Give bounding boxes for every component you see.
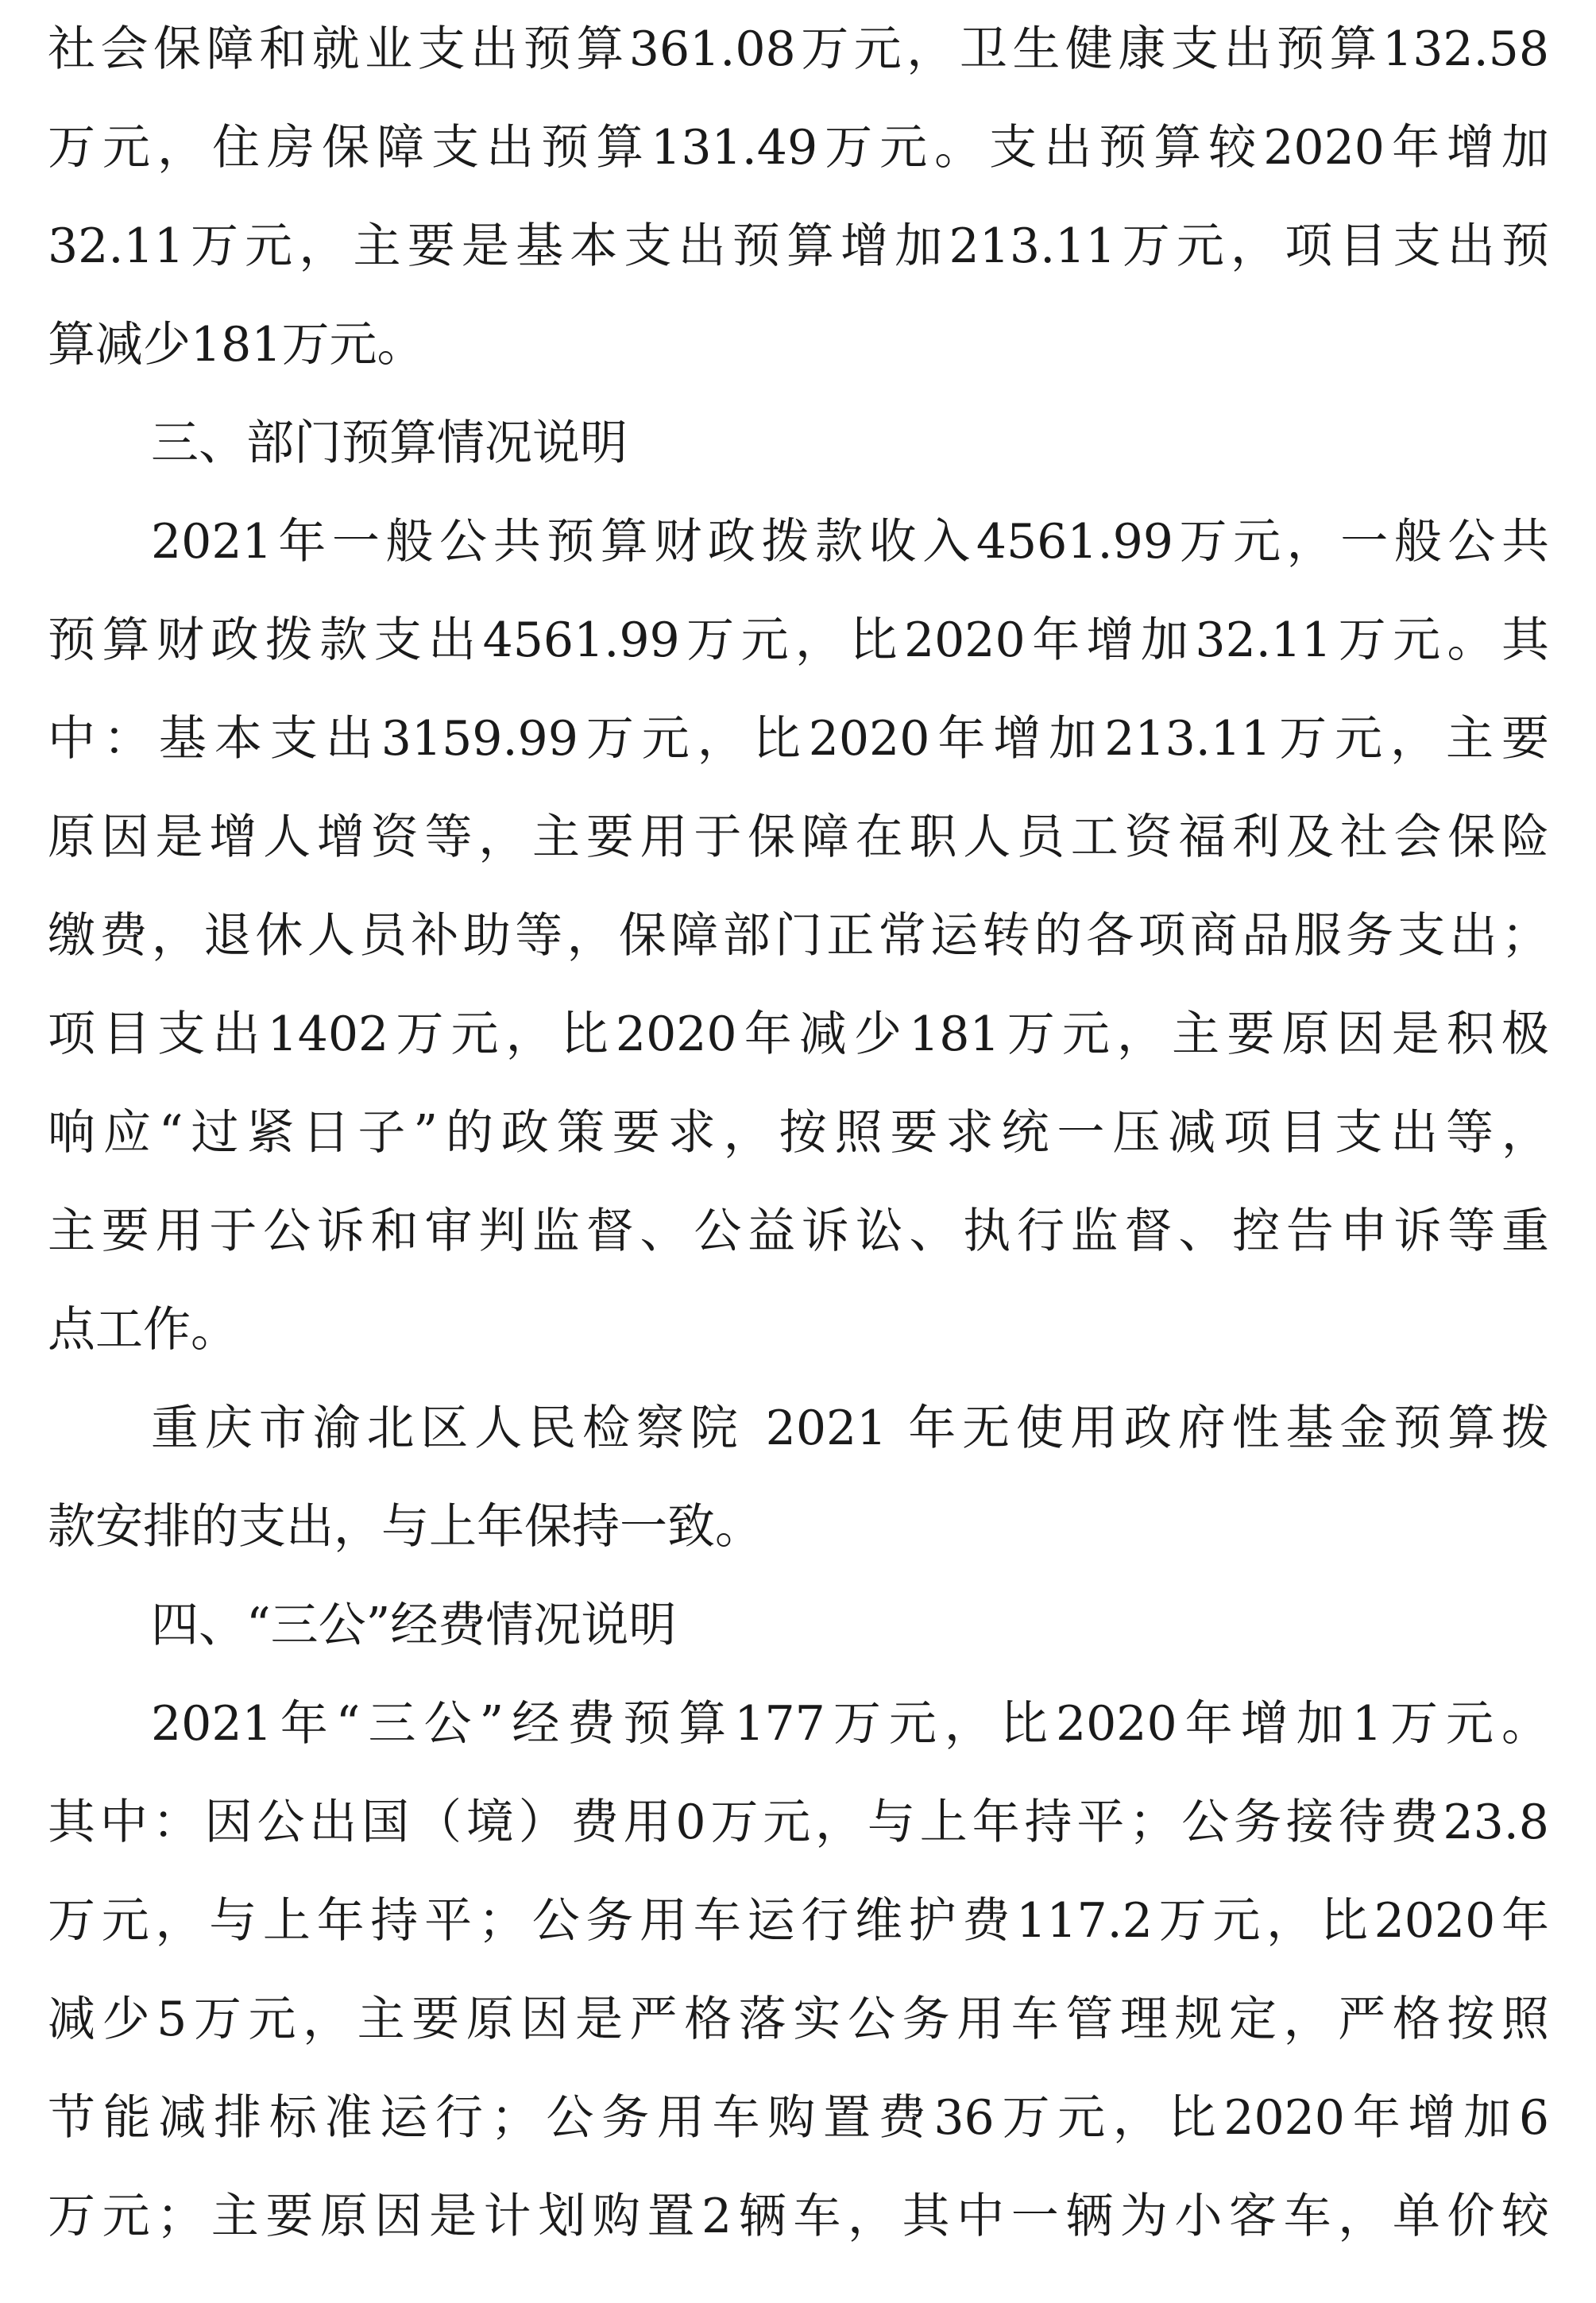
paragraph-line: 2021年一般公共预算财政拨款收入4561.99万元，一般公共 — [151, 514, 1549, 570]
paragraph-line: 重庆市渝北区人民检察院 2021 年无使用政府性基金预算拨 — [151, 1401, 1549, 1456]
paragraph-line: 2021年“三公”经费预算177万元，比2020年增加1万元。 — [151, 1696, 1549, 1752]
paragraph-line: 32.11万元，主要是基本支出预算增加213.11万元，项目支出预 — [48, 218, 1549, 274]
document-page — [48, 0, 1549, 2303]
paragraph-line: 款安排的支出，与上年保持一致。 — [48, 1499, 763, 1555]
paragraph-line: 社会保障和就业支出预算361.08万元，卫生健康支出预算132.58 — [48, 21, 1549, 77]
paragraph-line: 万元，住房保障支出预算131.49万元。支出预算较2020年增加 — [48, 120, 1549, 176]
paragraph-line: 万元，与上年持平；公务用车运行维护费117.2万元，比2020年 — [48, 1893, 1549, 1949]
paragraph-line: 预算财政拨款支出4561.99万元，比2020年增加32.11万元。其 — [48, 612, 1549, 668]
paragraph-line: 其中：因公出国（境）费用0万元，与上年持平；公务接待费23.8 — [48, 1795, 1549, 1850]
paragraph-line: 主要用于公诉和审判监督、公益诉讼、执行监督、控告申诉等重 — [48, 1204, 1549, 1259]
section-heading-4: 四、“三公”经费情况说明 — [151, 1598, 677, 1653]
paragraph-line: 点工作。 — [48, 1302, 238, 1358]
paragraph-line: 项目支出1402万元，比2020年减少181万元，主要原因是积极 — [48, 1007, 1549, 1062]
paragraph-line: 响应“过紧日子”的政策要求，按照要求统一压减项目支出等， — [48, 1105, 1549, 1161]
paragraph-line: 减少5万元，主要原因是严格落实公务用车管理规定，严格按照 — [48, 1992, 1549, 2047]
paragraph-line: 中：基本支出3159.99万元，比2020年增加213.11万元，主要 — [48, 711, 1549, 767]
section-heading-3: 三、部门预算情况说明 — [151, 415, 628, 471]
paragraph-line: 万元；主要原因是计划购置2辆车，其中一辆为小客车，单价较 — [48, 2189, 1549, 2244]
paragraph-line: 算减少181万元。 — [48, 317, 425, 373]
paragraph-line: 原因是增人增资等，主要用于保障在职人员工资福利及社会保险 — [48, 810, 1549, 865]
paragraph-line: 缴费，退休人员补助等，保障部门正常运转的各项商品服务支出； — [48, 908, 1549, 964]
paragraph-line: 节能减排标准运行；公务用车购置费36万元，比2020年增加6 — [48, 2090, 1549, 2146]
